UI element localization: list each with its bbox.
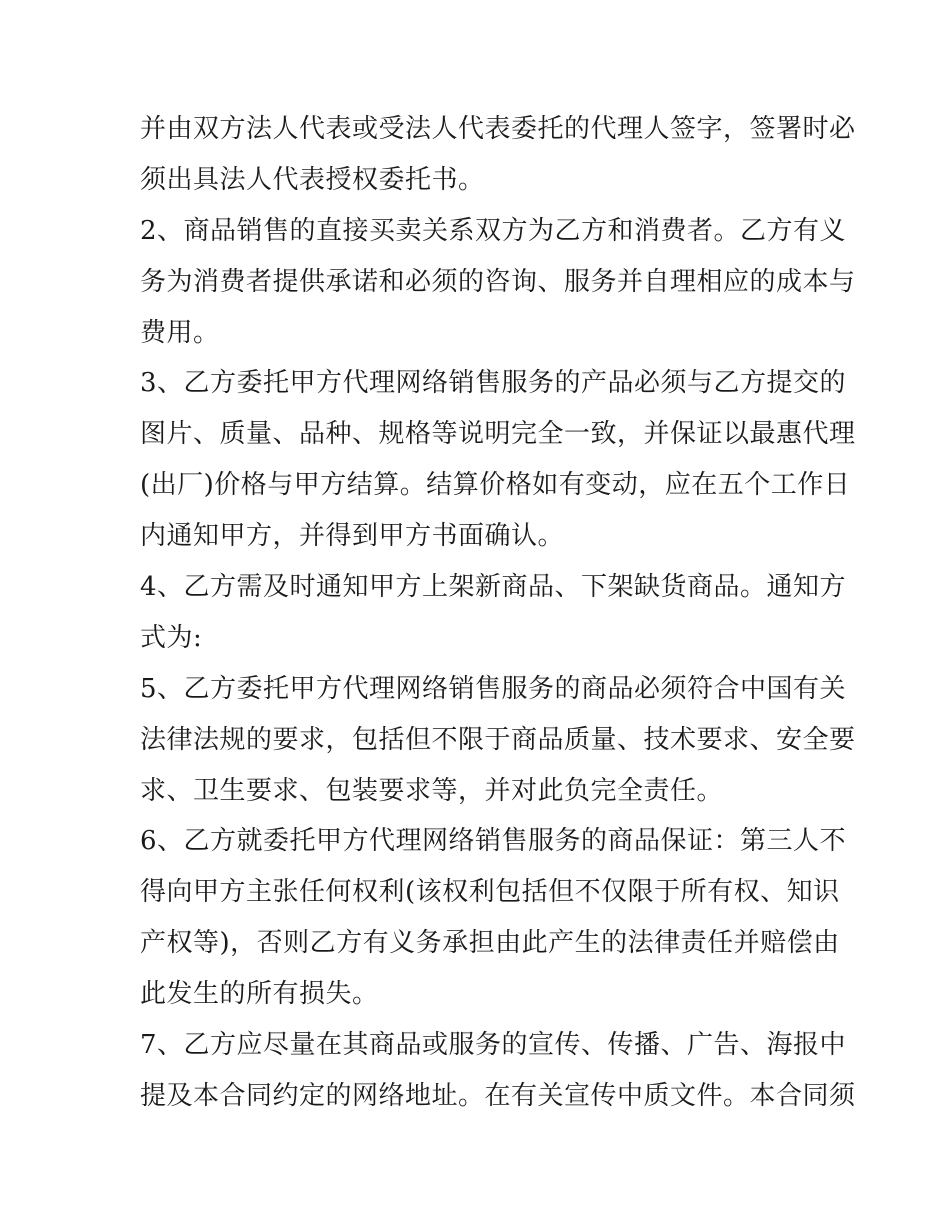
text-line: 并由双方法人代表或受法人代表委托的代理人签字，签署时必 <box>140 114 856 144</box>
text-line: 式为: <box>140 622 203 653</box>
text-line: 提及本合同约定的网络地址。在有关宣传中质文件。本合同须 <box>140 1080 856 1111</box>
text-line: 务为消费者提供承诺和必须的咨询、服务并自理相应的成本与 <box>140 266 856 297</box>
text-line: 求、卫生要求、包装要求等，并对此负完全责任。 <box>140 775 724 806</box>
text-line: 产权等)，否则乙方有义务承担由此产生的法律责任并赔偿由 <box>140 928 840 959</box>
text-line: 得向甲方主张任何权利(该权利包括但不仅限于所有权、知识 <box>140 877 840 908</box>
text-line: 2、商品销售的直接买卖关系双方为乙方和消费者。乙方有义 <box>140 215 847 246</box>
text-line: 须出具法人代表授权委托书。 <box>140 164 485 195</box>
text-line: (出厂)价格与甲方结算。结算价格如有变动，应在五个工作日 <box>140 470 851 501</box>
document-body <box>140 104 856 1122</box>
text-line: 法律法规的要求，包括但不限于商品质量、技术要求、安全要 <box>140 724 856 755</box>
text-line: 7、乙方应尽量在其商品或服务的宣传、传播、广告、海报中 <box>140 1030 847 1061</box>
text-line: 5、乙方委托甲方代理网络销售服务的商品必须符合中国有关 <box>140 673 847 704</box>
text-line: 费用。 <box>140 317 220 348</box>
text-line: 内通知甲方，并得到甲方书面确认。 <box>140 521 565 552</box>
text-line: 此发生的所有损失。 <box>140 979 379 1010</box>
text-line: 图片、质量、品种、规格等说明完全一致，并保证以最惠代理 <box>140 419 856 450</box>
text-line: 3、乙方委托甲方代理网络销售服务的产品必须与乙方提交的 <box>140 368 847 399</box>
text-line: 4、乙方需及时通知甲方上架新商品、下架缺货商品。通知方 <box>140 572 847 603</box>
text-line: 6、乙方就委托甲方代理网络销售服务的商品保证：第三人不 <box>140 826 847 857</box>
